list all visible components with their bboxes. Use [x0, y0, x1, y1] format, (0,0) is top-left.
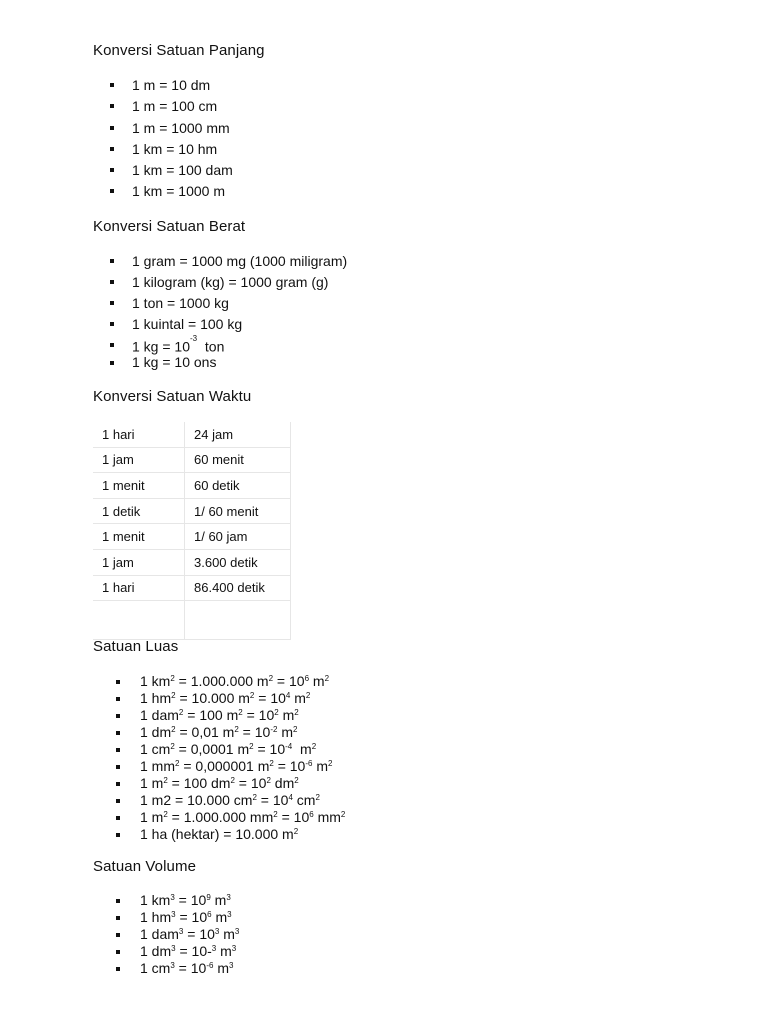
table-row: [93, 447, 291, 473]
cell-unit: 1 jam: [93, 447, 185, 473]
cell-value: 24 jam: [185, 422, 291, 447]
text: = 10: [174, 960, 207, 976]
text: ton: [197, 338, 225, 355]
list-item: 1 kg = 10 ons: [93, 353, 347, 371]
list-luas: [93, 673, 345, 843]
superscript: 2: [293, 725, 298, 734]
superscript: 3: [170, 893, 175, 902]
list-item: 1 kuintal = 100 kg: [93, 314, 347, 335]
text: 1 mm: [140, 758, 175, 774]
superscript: 4: [285, 691, 291, 700]
list-item: [93, 926, 239, 943]
list-item: [93, 741, 345, 758]
superscript: 2: [171, 725, 176, 734]
list-item: [93, 892, 239, 909]
text: m: [309, 673, 325, 689]
superscript: 4: [288, 793, 293, 802]
cell-unit: 1 menit: [93, 473, 185, 499]
superscript: 2: [305, 691, 311, 700]
superscript: 2: [311, 742, 317, 751]
text: = 100 dm: [167, 775, 231, 791]
superscript: 6: [304, 674, 310, 683]
text: m: [278, 707, 295, 723]
text: = 10: [242, 707, 275, 723]
text: m: [290, 690, 306, 706]
superscript: 2: [163, 810, 168, 819]
cell-value: 1/ 60 jam: [185, 524, 291, 550]
text: 1 kg = 10: [132, 338, 190, 355]
text: = 10: [273, 673, 305, 689]
superscript: 2: [170, 674, 175, 683]
superscript: 2: [268, 674, 274, 683]
text: = 0,000001 m: [179, 758, 270, 774]
superscript: 2: [171, 691, 176, 700]
superscript: 2: [249, 691, 255, 700]
heading-volume: Satuan Volume: [93, 858, 197, 875]
table-waktu: [93, 422, 291, 640]
cell-unit: 1 jam: [93, 549, 185, 575]
superscript: 2: [324, 674, 330, 683]
text: = 10: [253, 741, 286, 757]
superscript: 2: [274, 708, 279, 717]
text: m: [213, 960, 230, 976]
list-volume: [93, 892, 239, 977]
text: 1 km: [140, 892, 171, 908]
list-item: 1 m = 1000 mm: [93, 118, 233, 139]
list-item: 1 km = 100 dam: [93, 160, 233, 181]
text: m: [219, 926, 235, 942]
superscript: -6: [206, 961, 214, 970]
superscript: 2: [230, 776, 235, 785]
superscript: 2: [175, 759, 180, 768]
text: dm: [270, 775, 295, 791]
list-item: 1 km = 1000 m: [93, 181, 233, 202]
superscript: 2: [294, 708, 299, 717]
heading-panjang: Konversi Satuan Panjang: [93, 42, 265, 59]
superscript: 2: [294, 776, 299, 785]
superscript: 2: [234, 725, 239, 734]
list-item: 1 m = 100 cm: [93, 96, 233, 117]
text: 1 hm: [140, 690, 172, 706]
cell-unit: 1 hari: [93, 422, 185, 447]
superscript: 2: [266, 776, 271, 785]
text: m: [292, 741, 312, 757]
list-item: [93, 909, 239, 926]
list-item: [93, 792, 345, 809]
list-item: 1 km = 10 hm: [93, 139, 233, 160]
text: = 0,0001 m: [174, 741, 250, 757]
list-item: [93, 826, 345, 843]
superscript: -2: [270, 725, 278, 734]
list-item: [93, 775, 345, 792]
cell-value: 3.600 detik: [185, 549, 291, 575]
text: = 10: [174, 892, 207, 908]
text: 1 m: [140, 775, 164, 791]
text: 1 dam: [140, 707, 179, 723]
superscript: 2: [269, 759, 274, 768]
text: 1 hm: [140, 909, 172, 925]
list-item: 1 m = 10 dm: [93, 75, 233, 96]
superscript: 2: [252, 793, 257, 802]
cell-unit: 1 hari: [93, 575, 185, 601]
text: 1 dm: [140, 724, 172, 740]
text: 1 dam: [140, 926, 179, 942]
heading-waktu: Konversi Satuan Waktu: [93, 388, 252, 405]
text: mm: [313, 809, 341, 825]
text: 1 ha (hektar) = 10.000 m: [140, 826, 294, 842]
text: cm: [292, 792, 316, 808]
cell-unit: 1 detik: [93, 498, 185, 524]
text: = 100 m: [183, 707, 239, 723]
text: m: [216, 943, 232, 959]
superscript: 3: [226, 893, 231, 902]
table-row: [93, 524, 291, 550]
list-item: [93, 707, 345, 724]
superscript: 2: [163, 776, 168, 785]
superscript: -4: [285, 742, 293, 751]
text: 1 dm: [140, 943, 172, 959]
superscript: 2: [178, 708, 184, 717]
text: 1 cm: [140, 960, 171, 976]
list-panjang: [93, 75, 233, 203]
superscript: 2: [238, 708, 243, 717]
superscript: 3: [211, 944, 217, 953]
superscript: 3: [178, 927, 184, 936]
heading-berat: Konversi Satuan Berat: [93, 218, 246, 235]
text: = 10: [175, 909, 208, 925]
table-row: [93, 498, 291, 524]
cell-empty: [93, 601, 185, 640]
cell-empty: [185, 601, 291, 640]
superscript: 6: [309, 810, 314, 819]
list-item: [93, 758, 345, 775]
list-item: [93, 690, 345, 707]
text: m: [211, 909, 228, 925]
list-item: [93, 960, 239, 977]
superscript: 2: [328, 759, 333, 768]
superscript: 2: [315, 793, 320, 802]
list-item: 1 kilogram (kg) = 1000 gram (g): [93, 272, 347, 293]
text: = 10: [234, 775, 267, 791]
table-row: [93, 575, 291, 601]
table-row-empty: [93, 601, 291, 640]
text: 1 m2 = 10.000 cm: [140, 792, 253, 808]
superscript: 3: [227, 910, 232, 919]
list-item: [93, 335, 347, 353]
text: 1 km: [140, 673, 171, 689]
text: = 10-: [175, 943, 212, 959]
cell-value: 1/ 60 menit: [185, 498, 291, 524]
text: m: [210, 892, 227, 908]
text: = 0,01 m: [175, 724, 235, 740]
superscript: 2: [249, 742, 254, 751]
list-item: 1 ton = 1000 kg: [93, 293, 347, 314]
table-row: [93, 422, 291, 447]
text: = 10: [256, 792, 289, 808]
superscript: -3: [190, 334, 198, 343]
list-berat: [93, 251, 347, 371]
text: = 10.000 m: [175, 690, 250, 706]
superscript: 3: [214, 927, 220, 936]
cell-unit: 1 menit: [93, 524, 185, 550]
text: m: [312, 758, 329, 774]
table-row: [93, 549, 291, 575]
superscript: 3: [171, 944, 176, 953]
superscript: -6: [305, 759, 313, 768]
text: = 1.000.000 mm: [167, 809, 274, 825]
cell-value: 86.400 detik: [185, 575, 291, 601]
text: = 10: [273, 758, 306, 774]
text: = 10: [183, 926, 215, 942]
superscript: 2: [340, 810, 346, 819]
superscript: 9: [206, 893, 211, 902]
text: = 1.000.000 m: [174, 673, 269, 689]
text: = 10: [277, 809, 310, 825]
superscript: 6: [207, 910, 212, 919]
superscript: 3: [231, 944, 237, 953]
list-item: [93, 809, 345, 826]
cell-value: 60 detik: [185, 473, 291, 499]
list-item: 1 gram = 1000 mg (1000 miligram): [93, 251, 347, 272]
superscript: 2: [273, 810, 278, 819]
superscript: 2: [293, 827, 299, 836]
text: = 10: [238, 724, 271, 740]
list-item: [93, 673, 345, 690]
superscript: 3: [234, 927, 240, 936]
list-item: [93, 724, 345, 741]
superscript: 3: [170, 961, 175, 970]
superscript: 2: [170, 742, 175, 751]
superscript: 3: [229, 961, 234, 970]
heading-luas: Satuan Luas: [93, 638, 179, 655]
text: 1 cm: [140, 741, 171, 757]
superscript: 3: [171, 910, 176, 919]
table-row: [93, 473, 291, 499]
text: 1 m: [140, 809, 164, 825]
text: = 10: [254, 690, 286, 706]
text: m: [277, 724, 294, 740]
cell-value: 60 menit: [185, 447, 291, 473]
list-item: [93, 943, 239, 960]
